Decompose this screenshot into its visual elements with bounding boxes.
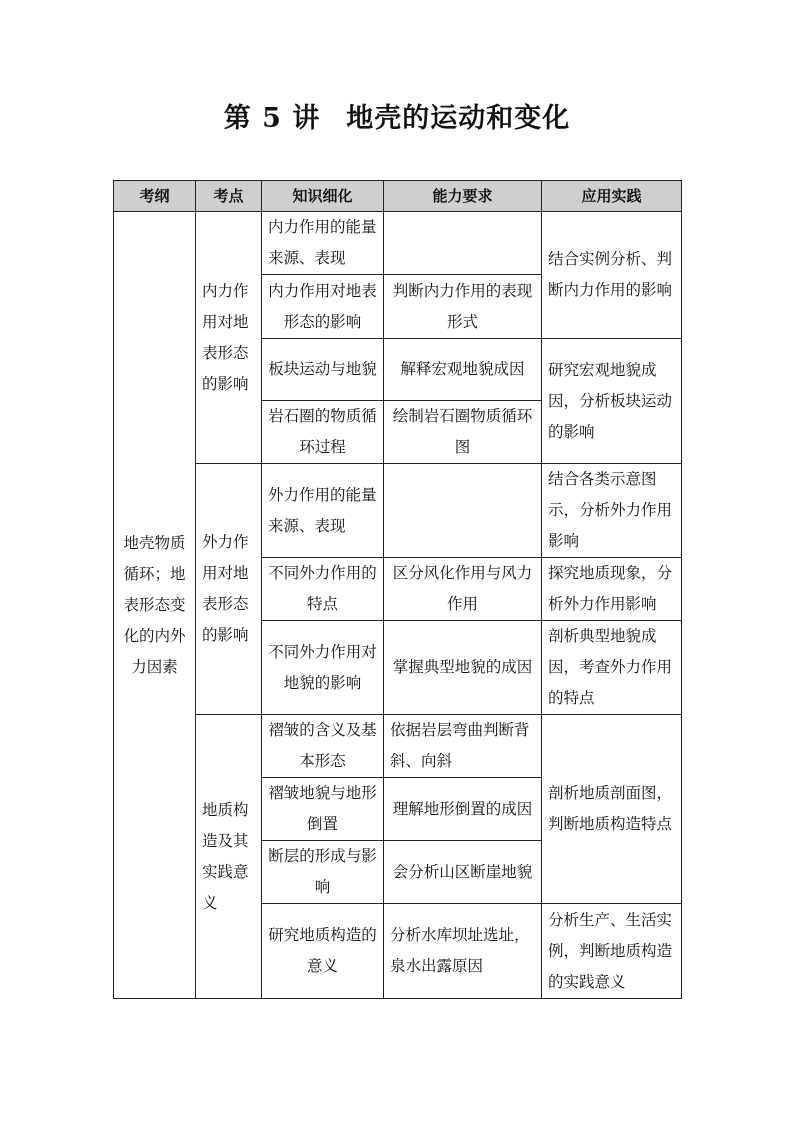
practice-cell: 分析生产、生活实例，判断地质构造的实践意义 bbox=[542, 904, 682, 999]
syllabus-table bbox=[113, 180, 682, 999]
practice-cell: 剖析地质剖面图，判断地质构造特点 bbox=[542, 715, 682, 904]
ability-cell: 依据岩层弯曲判断背斜、向斜 bbox=[384, 715, 542, 778]
table-row bbox=[114, 715, 682, 778]
practice-cell: 结合各类示意图示，分析外力作用影响 bbox=[542, 464, 682, 558]
table-header-row bbox=[114, 181, 682, 212]
knowledge-cell: 内力作用对地表形态的影响 bbox=[262, 275, 384, 339]
practice-cell: 剖析典型地貌成因，考查外力作用的特点 bbox=[542, 621, 682, 715]
header-point: 考点 bbox=[196, 181, 262, 212]
knowledge-cell: 外力作用的能量来源、表现 bbox=[262, 464, 384, 558]
ability-cell: 会分析山区断崖地貌 bbox=[384, 841, 542, 904]
knowledge-cell: 不同外力作用的特点 bbox=[262, 558, 384, 621]
lesson-topic: 地壳的运动和变化 bbox=[346, 103, 571, 134]
table-row bbox=[114, 212, 682, 275]
practice-cell: 探究地质现象，分析外力作用影响 bbox=[542, 558, 682, 621]
header-syllabus: 考纲 bbox=[114, 181, 196, 212]
ability-cell: 解释宏观地貌成因 bbox=[384, 339, 542, 401]
ability-cell: 掌握典型地貌的成因 bbox=[384, 621, 542, 715]
knowledge-cell: 岩石圈的物质循环过程 bbox=[262, 401, 384, 464]
header-practice: 应用实践 bbox=[542, 181, 682, 212]
ability-cell: 区分风化作用与风力作用 bbox=[384, 558, 542, 621]
page-title bbox=[0, 96, 794, 135]
knowledge-cell: 板块运动与地貌 bbox=[262, 339, 384, 401]
ability-cell bbox=[384, 212, 542, 275]
point-cell-2: 外力作用对地表形态的影响 bbox=[196, 464, 262, 715]
ability-cell: 分析水库坝址选址，泉水出露原因 bbox=[384, 904, 542, 999]
syllabus-cell: 地壳物质循环；地表形态变化的内外力因素 bbox=[114, 212, 196, 999]
point-cell-1: 内力作用对地表形态的影响 bbox=[196, 212, 262, 464]
practice-cell: 结合实例分析、判断内力作用的影响 bbox=[542, 212, 682, 339]
knowledge-cell: 褶皱的含义及基本形态 bbox=[262, 715, 384, 778]
knowledge-cell: 研究地质构造的意义 bbox=[262, 904, 384, 999]
practice-cell: 研究宏观地貌成因，分析板块运动的影响 bbox=[542, 339, 682, 464]
knowledge-cell: 不同外力作用对地貌的影响 bbox=[262, 621, 384, 715]
knowledge-cell: 内力作用的能量来源、表现 bbox=[262, 212, 384, 275]
ability-cell: 绘制岩石圈物质循环图 bbox=[384, 401, 542, 464]
knowledge-cell: 褶皱地貌与地形倒置 bbox=[262, 778, 384, 841]
header-knowledge: 知识细化 bbox=[262, 181, 384, 212]
knowledge-cell: 断层的形成与影响 bbox=[262, 841, 384, 904]
lesson-number: 第 5 讲 bbox=[223, 103, 321, 134]
ability-cell bbox=[384, 464, 542, 558]
header-ability: 能力要求 bbox=[384, 181, 542, 212]
ability-cell: 理解地形倒置的成因 bbox=[384, 778, 542, 841]
table-row bbox=[114, 464, 682, 558]
point-cell-3: 地质构造及其实践意义 bbox=[196, 715, 262, 999]
ability-cell: 判断内力作用的表现形式 bbox=[384, 275, 542, 339]
